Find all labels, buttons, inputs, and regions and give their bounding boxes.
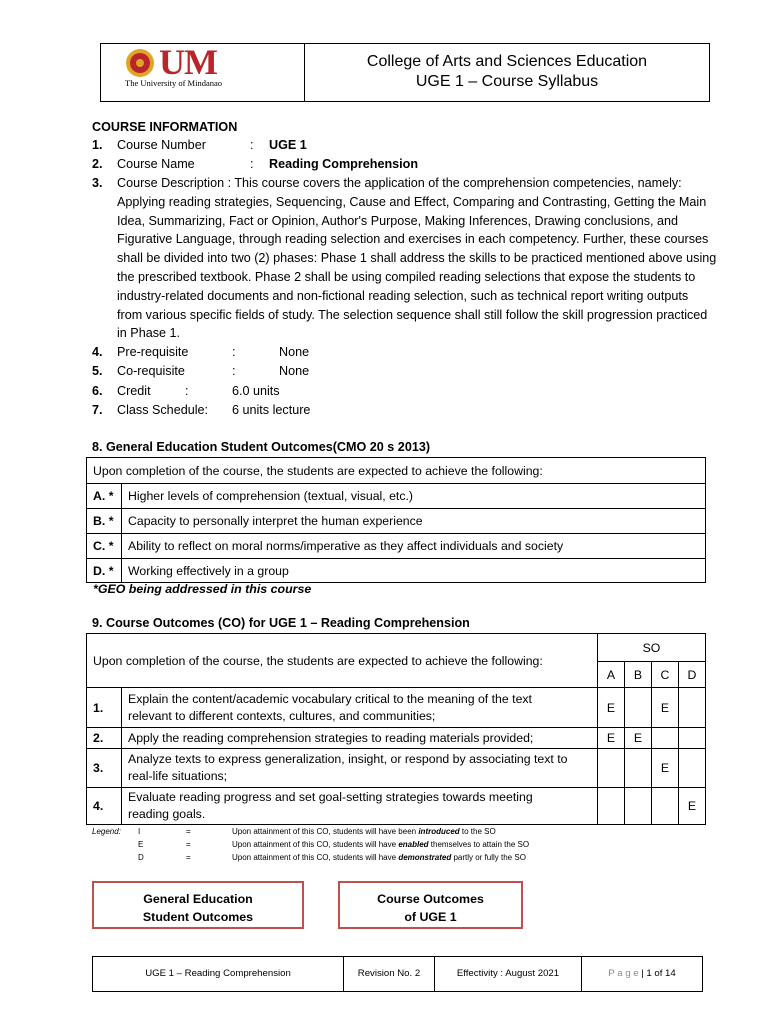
corequisite-value: None <box>279 364 310 378</box>
course-info-heading: COURSE INFORMATION <box>92 120 238 134</box>
legend-equals: = <box>186 840 191 849</box>
legend-text <box>232 838 529 851</box>
description-line: the prescribed textbook. Phase 2 shall be using compiled reading selections that expose the students to <box>117 269 696 284</box>
legend-text-em: enabled <box>398 840 429 849</box>
co-text-line: relevant to different contexts, cultures, and communities; <box>128 708 436 723</box>
so-mark <box>598 788 625 825</box>
co-box-line1: Course Outcomes <box>377 892 484 906</box>
legend-text-pre: Upon attainment of this CO, students will have been <box>232 827 419 836</box>
legend-text-em: introduced <box>418 827 460 836</box>
co-heading: 9. Course Outcomes (CO) for UGE 1 – Reading Comprehension <box>92 616 470 630</box>
table-row <box>87 509 706 534</box>
co-text-line: real-life situations; <box>128 769 228 783</box>
geo-text: Working effectively in a group <box>122 559 706 583</box>
legend-text-post: partly or fully the SO <box>451 853 526 862</box>
so-label: SO <box>598 634 706 662</box>
course-description <box>117 174 734 343</box>
separator: : <box>185 384 189 398</box>
co-box <box>338 881 523 929</box>
um-seal-icon <box>125 48 155 78</box>
co-table <box>86 633 706 825</box>
geo-key: A. * <box>87 484 122 509</box>
legend-code: I <box>138 827 141 836</box>
legend-text <box>232 851 526 864</box>
so-mark: E <box>679 788 706 825</box>
table-row <box>87 688 706 728</box>
course-number-label: Course Number <box>117 138 206 152</box>
so-mark <box>652 728 679 749</box>
footer-effectivity: Effectivity : August 2021 <box>456 968 560 979</box>
description-line: Applying reading strategies, Sequencing, Cause and Effect, Comparing and Contrasting, Getting the Main <box>117 194 707 209</box>
legend-equals: = <box>186 853 191 862</box>
legend-title: Legend: <box>92 827 121 836</box>
title-line2: UGE 1 – Course Syllabus <box>415 73 599 90</box>
item-number: 6. <box>92 384 103 398</box>
geo-key: B. * <box>87 509 122 534</box>
description-line: from various specific fields of study. The selection sequence shall still follow the skill progression practiced <box>117 307 708 322</box>
co-text <box>122 788 598 825</box>
so-mark: E <box>598 688 625 728</box>
co-text-line: Explain the content/academic vocabulary critical to the meaning of the text <box>128 691 532 706</box>
table-row <box>87 728 706 749</box>
so-col-a: A <box>598 662 625 688</box>
geo-key: C. * <box>87 534 122 559</box>
legend-text <box>232 825 496 838</box>
geo-text: Capacity to personally interpret the human experience <box>122 509 706 534</box>
footer-page-number: | 1 of 14 <box>641 968 676 979</box>
co-text-line: Analyze texts to express generalization, insight, or respond by associating text to <box>128 752 568 766</box>
course-number-value: UGE 1 <box>269 138 307 152</box>
table-row <box>87 788 706 825</box>
so-mark <box>679 749 706 788</box>
credit-label: Credit <box>117 384 151 398</box>
separator: : <box>232 345 236 359</box>
geo-intro: Upon completion of the course, the students are expected to achieve the following: <box>87 458 706 484</box>
co-number: 3. <box>87 749 122 788</box>
logo-caption: The University of Mindanao <box>125 78 223 88</box>
geo-key: D. * <box>87 559 122 583</box>
separator: : <box>232 364 236 378</box>
schedule-value: 6 units lecture <box>232 403 311 417</box>
legend-text-pre: Upon attainment of this CO, students will have <box>232 840 399 849</box>
so-mark <box>625 688 652 728</box>
description-line: shall be divided into two (2) phases: Phase 1 shall address the skills to be practiced mentioned above using <box>117 251 717 266</box>
table-row <box>87 534 706 559</box>
co-box-line2: of UGE 1 <box>404 910 457 924</box>
title-line1: College of Arts and Sciences Education <box>366 53 648 70</box>
so-col-c: C <box>652 662 679 688</box>
item-number: 7. <box>92 403 103 417</box>
legend-code: D <box>138 853 144 862</box>
co-text-line: Evaluate reading progress and set goal-setting strategies towards meeting <box>128 790 533 804</box>
legend-text-post: themselves to attain the SO <box>428 840 530 849</box>
geo-heading: 8. General Education Student Outcomes(CMO 20 s 2013) <box>92 440 431 454</box>
geo-box-line1: General Education <box>143 892 253 906</box>
item-number: 1. <box>92 138 103 152</box>
co-number: 2. <box>87 728 122 749</box>
schedule-label: Class Schedule: <box>117 403 209 417</box>
separator: : <box>250 138 254 152</box>
co-number: 4. <box>87 788 122 825</box>
legend-text-em: demonstrated <box>398 853 452 862</box>
legend-equals: = <box>186 827 191 836</box>
so-col-b: B <box>625 662 652 688</box>
footer-course: UGE 1 – Reading Comprehension <box>145 968 291 979</box>
table-row <box>87 749 706 788</box>
item-number: 5. <box>92 364 103 378</box>
footer-page <box>582 957 702 991</box>
prerequisite-value: None <box>279 345 310 359</box>
description-line: Idea, Summarizing, Fact or Opinion, Author's Purpose, Making Inferences, Drawing conclusions, and <box>117 213 679 228</box>
page-footer <box>92 956 703 992</box>
so-mark <box>625 749 652 788</box>
table-row <box>87 559 706 583</box>
co-text <box>122 749 598 788</box>
course-name-value: Reading Comprehension <box>269 157 419 171</box>
co-text: Apply the reading comprehension strategies to reading materials provided; <box>122 728 598 749</box>
item-number: 3. <box>92 176 103 190</box>
geo-text: Higher levels of comprehension (textual, visual, etc.) <box>122 484 706 509</box>
legend-code: E <box>138 840 144 849</box>
prerequisite-label: Pre-requisite <box>117 345 189 359</box>
description-line: Figurative Language, through reading selection and exercises in each competency. Further, these courses <box>117 232 709 247</box>
credit-value: 6.0 units <box>232 384 280 398</box>
so-mark <box>652 788 679 825</box>
so-mark <box>679 688 706 728</box>
so-mark <box>598 749 625 788</box>
co-intro: Upon completion of the course, the students are expected to achieve the following: <box>87 634 598 688</box>
legend-text-pre: Upon attainment of this CO, students will have <box>232 853 399 862</box>
so-mark: E <box>598 728 625 749</box>
page-title <box>305 52 709 92</box>
so-mark: E <box>625 728 652 749</box>
um-logo-letters: UM <box>159 42 217 82</box>
geo-table <box>86 457 706 583</box>
so-mark <box>625 788 652 825</box>
syllabus-header <box>100 43 710 102</box>
corequisite-label: Co-requisite <box>117 364 185 378</box>
so-mark: E <box>652 688 679 728</box>
geo-box-line2: Student Outcomes <box>142 910 254 924</box>
description-line: industry-related documents and non-fictional reading selection, such as technical report writing outputs <box>117 288 689 303</box>
footer-revision: Revision No. 2 <box>357 968 421 979</box>
co-text <box>122 688 598 728</box>
geo-text: Ability to reflect on moral norms/imperative as they affect individuals and society <box>122 534 706 559</box>
separator: : <box>250 157 254 171</box>
co-number: 1. <box>87 688 122 728</box>
geo-note: *GEO being addressed in this course <box>93 582 312 596</box>
footer-page-word: P a g e <box>608 968 639 979</box>
so-col-d: D <box>679 662 706 688</box>
legend-text-post: to the SO <box>459 827 496 836</box>
description-line: Course Description : This course covers the application of the comprehension competencies, namely: <box>117 176 682 190</box>
item-number: 2. <box>92 157 103 171</box>
so-mark <box>679 728 706 749</box>
geo-box <box>92 881 304 929</box>
table-row <box>87 484 706 509</box>
course-name-label: Course Name <box>117 157 195 171</box>
so-mark: E <box>652 749 679 788</box>
description-line: in Phase 1. <box>117 326 181 341</box>
item-number: 4. <box>92 345 103 359</box>
co-text-line: reading goals. <box>128 807 206 821</box>
